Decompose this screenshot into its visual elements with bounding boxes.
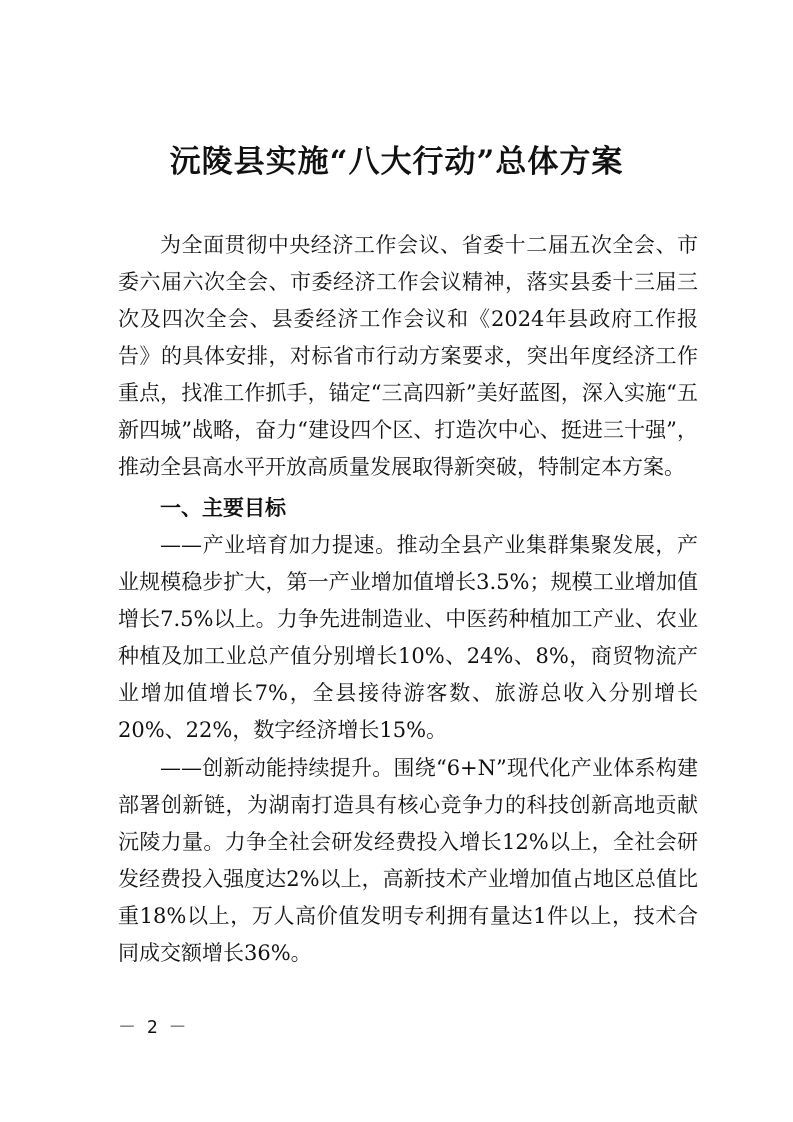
section-heading: 一、主要目标	[160, 496, 286, 520]
document-title: 沅陵县实施“八大行动”总体方案	[169, 144, 624, 180]
intro-paragraph: 为全面贯彻中央经济工作会议、省委十二届五次全会、市委六届六次全会、市委经济工作会议精神，落实县委十三届三次及四次全会、县委经济工作会议和《2024年县政府工作报告》的具体安排，对标省市行动方案要求，突出年度经济工作重点，找准工作抓手，锚定“三高四新”美好蓝图，深入实施“五新四城”战略，奋力“建设四个区、打造次中心、挺进三十强”，推动全县高水平开放高质量发展取得新突破，特制定本方案。	[118, 233, 698, 479]
goal-industry-paragraph: ——产业培育加力提速。推动全县产业集群集聚发展，产业规模稳步扩大，第一产业增加值增长3.5%；规模工业增加值增长7.5%以上。力争先进制造业、中医药种植加工产业、农业种植及加工业总产值分别增长10%、24%、8%，商贸物流产业增加值增长7%，全县接待游客数、旅游总收入分别增长20%、22%，数字经济增长15%。	[118, 533, 698, 742]
goal-innovation-paragraph: ——创新动能持续提升。围绕“6+N”现代化产业体系构建部署创新链，为湖南打造具有核心竞争力的科技创新高地贡献沅陵力量。力争全社会研发经费投入增长12%以上，全社会研发经费投入强度达2%以上，高新技术产业增加值占地区总值比重18%以上，万人高价值发明专利拥有量达1件以上，技术合同成交额增长36%。	[118, 756, 698, 965]
page-number: － 2 －	[118, 1017, 187, 1038]
